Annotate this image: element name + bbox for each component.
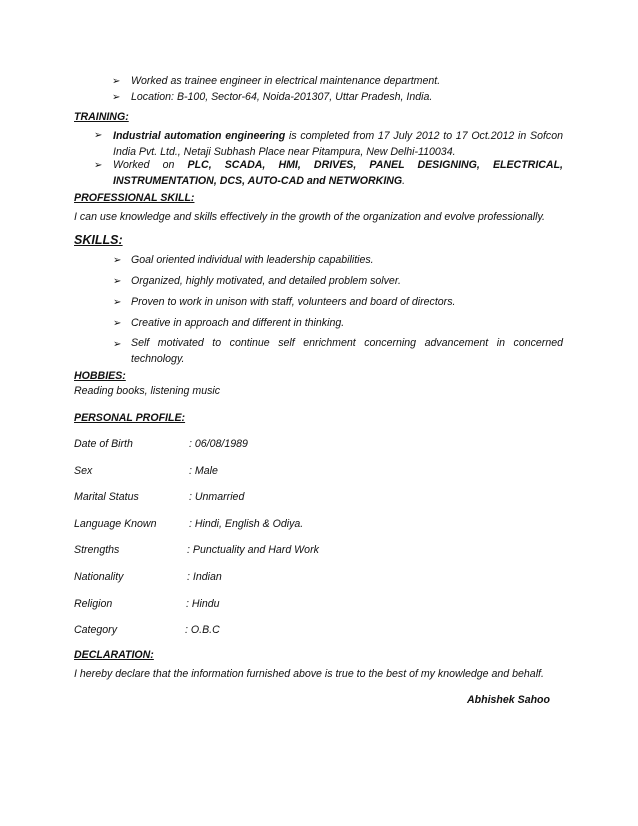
profile-value: : Male <box>189 465 218 477</box>
profile-value: : Punctuality and Hard Work <box>187 544 319 556</box>
skill-item: Creative in approach and different in thinking. <box>131 317 345 329</box>
hobbies-heading: HOBBIES: <box>74 370 126 382</box>
skill-item: Self motivated to continue self enrichment concerning advancement in concerned technology. <box>131 337 563 365</box>
profile-label: Language Known <box>74 518 157 530</box>
profile-label: Date of Birth <box>74 438 133 450</box>
profile-value: : Hindi, English & Odiya. <box>189 518 304 530</box>
skill-item: Organized, highly motivated, and detailed problem solver. <box>131 275 401 287</box>
arrow-bullet-icon: ➢ <box>113 276 122 287</box>
arrow-bullet-icon: ➢ <box>112 92 121 103</box>
declaration-text: I hereby declare that the information furnished above is true to the best of my knowledge and behalf. <box>74 668 544 680</box>
arrow-bullet-icon: ➢ <box>112 76 121 87</box>
training-item-worked-on <box>113 157 563 189</box>
profile-label: Strengths <box>74 544 120 556</box>
profile-label: Religion <box>74 598 113 610</box>
skill-item: Goal oriented individual with leadership capabilities. <box>131 254 374 266</box>
arrow-bullet-icon: ➢ <box>113 318 122 329</box>
profile-label: Category <box>74 624 117 636</box>
skills-heading: SKILLS: <box>74 233 123 247</box>
arrow-bullet-icon: ➢ <box>113 339 122 350</box>
profile-value: : Indian <box>187 571 222 583</box>
arrow-bullet-icon: ➢ <box>113 255 122 266</box>
profile-label: Marital Status <box>74 491 139 503</box>
hobbies-text: Reading books, listening music <box>74 385 221 397</box>
declaration-heading: DECLARATION: <box>74 649 154 661</box>
experience-item: Worked as trainee engineer in electrical maintenance department. <box>131 75 441 87</box>
training-item-automation <box>113 128 563 160</box>
professional-skill-heading: PROFESSIONAL SKILL: <box>74 192 195 204</box>
arrow-bullet-icon: ➢ <box>94 130 103 141</box>
profile-value: : Hindu <box>186 598 220 610</box>
experience-item: Location: B-100, Sector-64, Noida-201307, Uttar Pradesh, India. <box>131 91 433 103</box>
profile-value: : 06/08/1989 <box>189 438 248 450</box>
signature-name: Abhishek Sahoo <box>467 694 550 706</box>
skill-item: Proven to work in unison with staff, volunteers and board of directors. <box>131 296 456 308</box>
arrow-bullet-icon: ➢ <box>113 297 122 308</box>
profile-value: : Unmarried <box>189 491 245 503</box>
arrow-bullet-icon: ➢ <box>94 160 103 171</box>
personal-profile-heading: PERSONAL PROFILE: <box>74 412 186 424</box>
profile-value: : O.B.C <box>185 624 220 636</box>
profile-label: Nationality <box>74 571 124 583</box>
training-worked-suffix: . <box>402 175 406 187</box>
professional-skill-text: I can use knowledge and skills effectively in the growth of the organization and evolve professionally. <box>74 211 545 223</box>
training-worked-prefix: Worked on <box>113 159 188 171</box>
training-course-detail: is completed from 17 July 2012 to 17 Oct.2012 in Sofcon India Pvt. Ltd., Netaji Subhash Place near Pitampura, New Delhi-110034. <box>113 130 563 158</box>
training-topics: PLC, SCADA, HMI, DRIVES, PANEL DESIGNING, ELECTRICAL, INSTRUMENTATION, DCS, AUTO-CAD and NETWORKING <box>113 159 563 187</box>
training-heading: TRAINING: <box>74 111 129 123</box>
training-course-name: Industrial automation engineering <box>113 130 286 142</box>
profile-label: Sex <box>74 465 93 477</box>
